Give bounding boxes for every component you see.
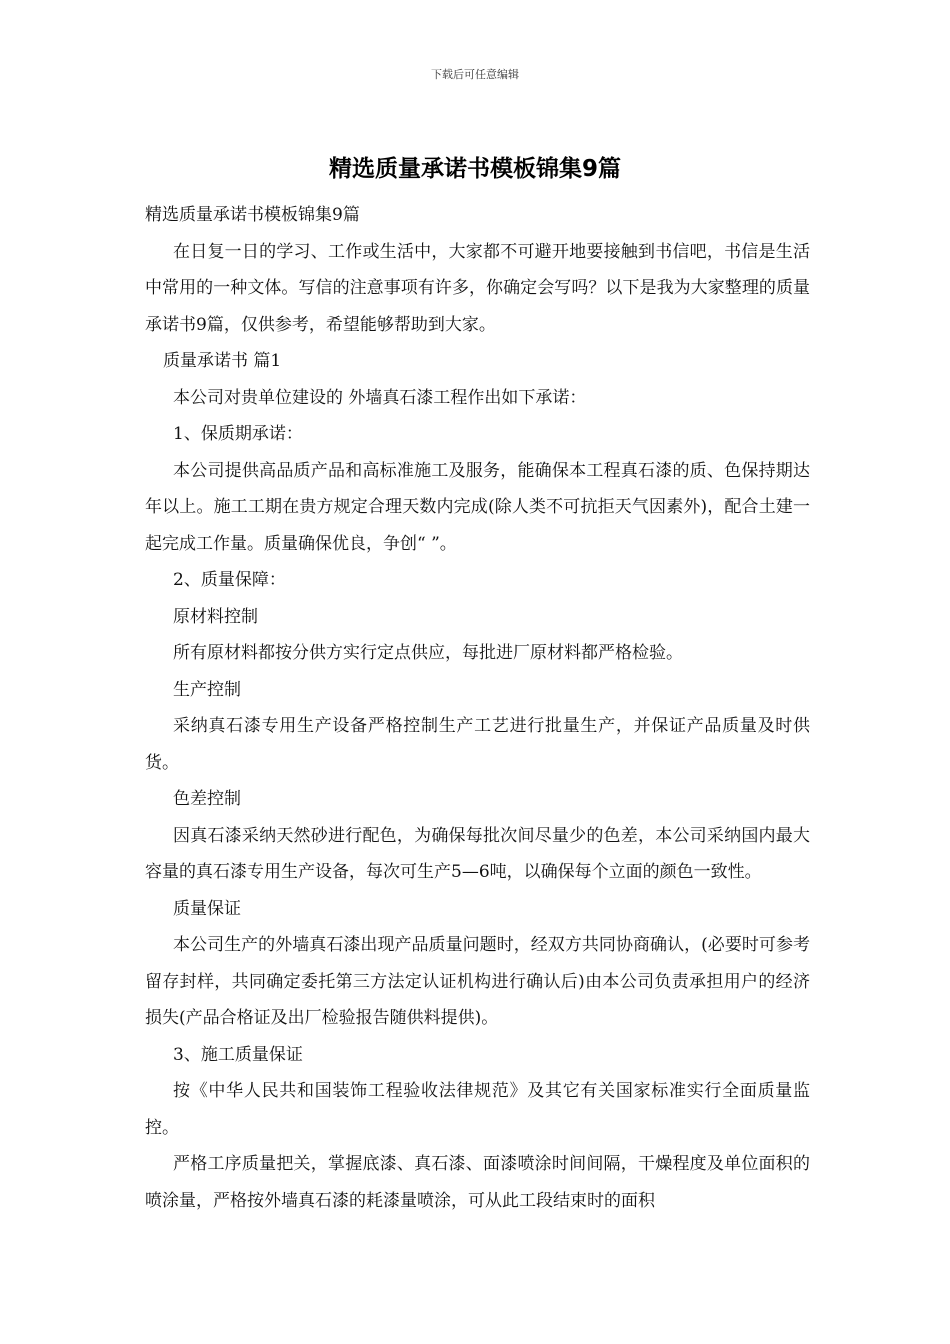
document-body	[145, 197, 810, 1219]
body-paragraph: 本公司生产的外墙真石漆出现产品质量问题时，经双方共同协商确认，(必要时可参考留存封样，共同确定委托第三方法定认证机构进行确认后)由本公司负责承担用户的经济损失(产品合格证及出厂检验报告随供料提供)。	[145, 935, 810, 1028]
sub-heading: 质量保证	[173, 898, 241, 919]
header-note: 下载后可任意编辑	[431, 68, 519, 81]
body-paragraph: 按《中华人民共和国装饰工程验收法律规范》及其它有关国家标准实行全面质量监控。	[145, 1081, 810, 1138]
body-paragraph: 本公司提供高品质产品和高标准施工及服务，能确保本工程真石漆的质、色保持期达 年以上。施工工期在贵方规定合理天数内完成(除人类不可抗拒天气因素外)，配合土建一起完成工作量。质量确保优良，争创“ ”。	[145, 460, 810, 554]
body-paragraph: 严格工序质量把关，掌握底漆、真石漆、面漆喷涂时间间隔，干燥程度及单位面积的喷涂量，严格按外墙真石漆的耗漆量喷涂，可从此工段结束时的面积	[145, 1154, 810, 1211]
sub-heading: 原材料控制	[173, 606, 258, 627]
item-heading: 1、保质期承诺：	[173, 424, 303, 444]
sub-heading: 生产控制	[173, 679, 241, 700]
intro-paragraph: 在日复一日的学习、工作或生活中，大家都不可避开地要接触到书信吧，书信是生活中常用的一种文体。写信的注意事项有许多，你确定会写吗？以下是我为大家整理的质量承诺书9篇，仅供参考，希望能够帮助到大家。	[145, 241, 810, 335]
subtitle-paragraph: 精选质量承诺书模板锦集9篇	[145, 205, 360, 225]
body-paragraph: 因真石漆采纳天然砂进行配色，为确保每批次间尽量少的色差，本公司采纳国内最大容量的真石漆专用生产设备，每次可生产5—6吨，以确保每个立面的颜色一致性。	[145, 825, 810, 882]
body-paragraph: 所有原材料都按分供方实行定点供应，每批进厂原材料都严格检验。	[173, 643, 683, 663]
section-heading: 质量承诺书 篇1	[163, 351, 282, 371]
body-paragraph: 本公司对贵单位建设的 外墙真石漆工程作出如下承诺：	[173, 387, 587, 408]
document-title: 精选质量承诺书模板锦集9篇	[328, 156, 621, 182]
item-heading: 3、施工质量保证	[173, 1044, 303, 1065]
body-paragraph: 采纳真石漆专用生产设备严格控制生产工艺进行批量生产，并保证产品质量及时供货。	[145, 716, 810, 773]
sub-heading: 色差控制	[173, 789, 241, 809]
item-heading: 2、质量保障：	[173, 570, 286, 590]
